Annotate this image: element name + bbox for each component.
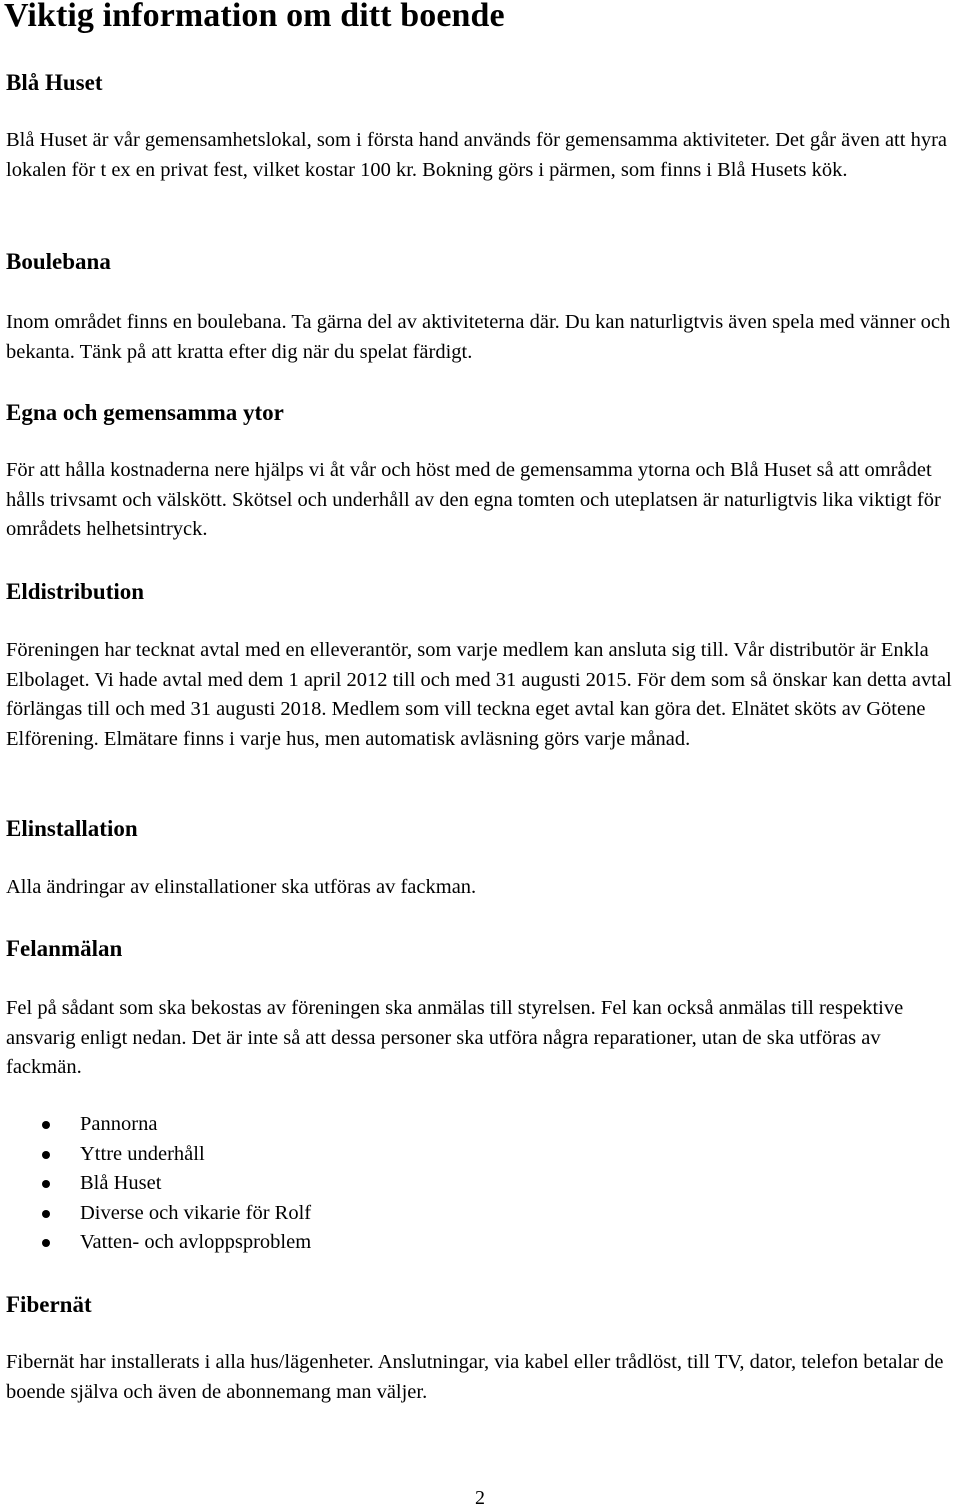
heading-felanmalan: Felanmälan — [6, 936, 123, 961]
heading-egna-och-gemensamma-ytor: Egna och gemensamma ytor — [6, 400, 284, 425]
heading-eldistribution: Eldistribution — [6, 579, 145, 604]
paragraph-boulebana: Inom området finns en boulebana. Ta gärna del av aktiviteterna där. Du kan naturligtvis även spela med vänner och bekanta. Tänk på att kratta efter dig när du spelat färdigt. — [6, 311, 951, 363]
paragraph-eldistribution: Föreningen har tecknat avtal med en elleverantör, som varje medlem kan ansluta sig till. Vår distributör är Enkla Elbolaget. Vi hade avtal med dem 1 april 2012 till och med 31 augusti 2015. För dem som så önskar kan detta avtal förlängas till och med 31 augusti 2018. Medlem som vill teckna eget avtal kan göra det. Elnätet sköts av Götene Elförening. Elmätare finns i varje hus, men automatisk avläsning görs varje månad. — [6, 639, 952, 750]
list-item-label: Diverse och vikarie för Rolf — [80, 1201, 312, 1224]
heading-fibernat: Fibernät — [6, 1292, 92, 1317]
heading-boulebana: Boulebana — [6, 249, 111, 274]
paragraph-bla-huset: Blå Huset är vår gemensamhetslokal, som i första hand används för gemensamma aktiviteter. Det går även att hyra lokalen för t ex en privat fest, vilket kostar 100 kr. Bokning görs i pärmen, som finns i Blå Husets kök. — [6, 129, 947, 181]
page-title: Viktig information om ditt boende — [4, 0, 505, 34]
bullet-icon — [42, 1210, 50, 1218]
paragraph-felanmalan: Fel på sådant som ska bekostas av föreningen ska anmälas till styrelsen. Fel kan också anmälas till respektive ansvarig enligt nedan. Det är inte så att dessa personer ska utföra några reparationer, utan de ska utföras av fackmän. — [6, 997, 904, 1079]
list-item — [0, 1199, 311, 1229]
list-item — [0, 1228, 311, 1258]
heading-bla-huset: Blå Huset — [6, 70, 103, 95]
list-item-label: Blå Huset — [80, 1172, 162, 1195]
heading-elinstallation: Elinstallation — [6, 816, 138, 841]
list-item — [0, 1140, 311, 1170]
list-item — [0, 1169, 311, 1199]
bullet-icon — [42, 1180, 50, 1188]
contact-bullet-list — [0, 1110, 311, 1258]
paragraph-egna-och-gemensamma-ytor: För att hålla kostnaderna nere hjälps vi åt vår och höst med de gemensamma ytorna och Blå Huset så att området hålls trivsamt och välskött. Skötsel och underhåll av den egna tomten och uteplatsen är naturligtvis lika viktigt för områdets helhetsintryck. — [6, 459, 941, 541]
list-item-label: Yttre underhåll — [80, 1142, 205, 1165]
paragraph-elinstallation: Alla ändringar av elinstallationer ska utföras av fackman. — [6, 876, 477, 898]
paragraph-fibernat: Fibernät har installerats i alla hus/lägenheter. Anslutningar, via kabel eller trådlöst, till TV, dator, telefon betalar de boende själva och även de abonnemang man väljer. — [6, 1351, 944, 1403]
bullet-icon — [42, 1121, 50, 1129]
list-item-label: Pannorna — [80, 1113, 158, 1135]
list-item — [0, 1110, 311, 1140]
bullet-icon — [42, 1151, 50, 1159]
list-item-label: Vatten- och avloppsproblem — [80, 1231, 312, 1254]
page-number: 2 — [475, 1487, 485, 1509]
bullet-icon — [42, 1239, 50, 1247]
